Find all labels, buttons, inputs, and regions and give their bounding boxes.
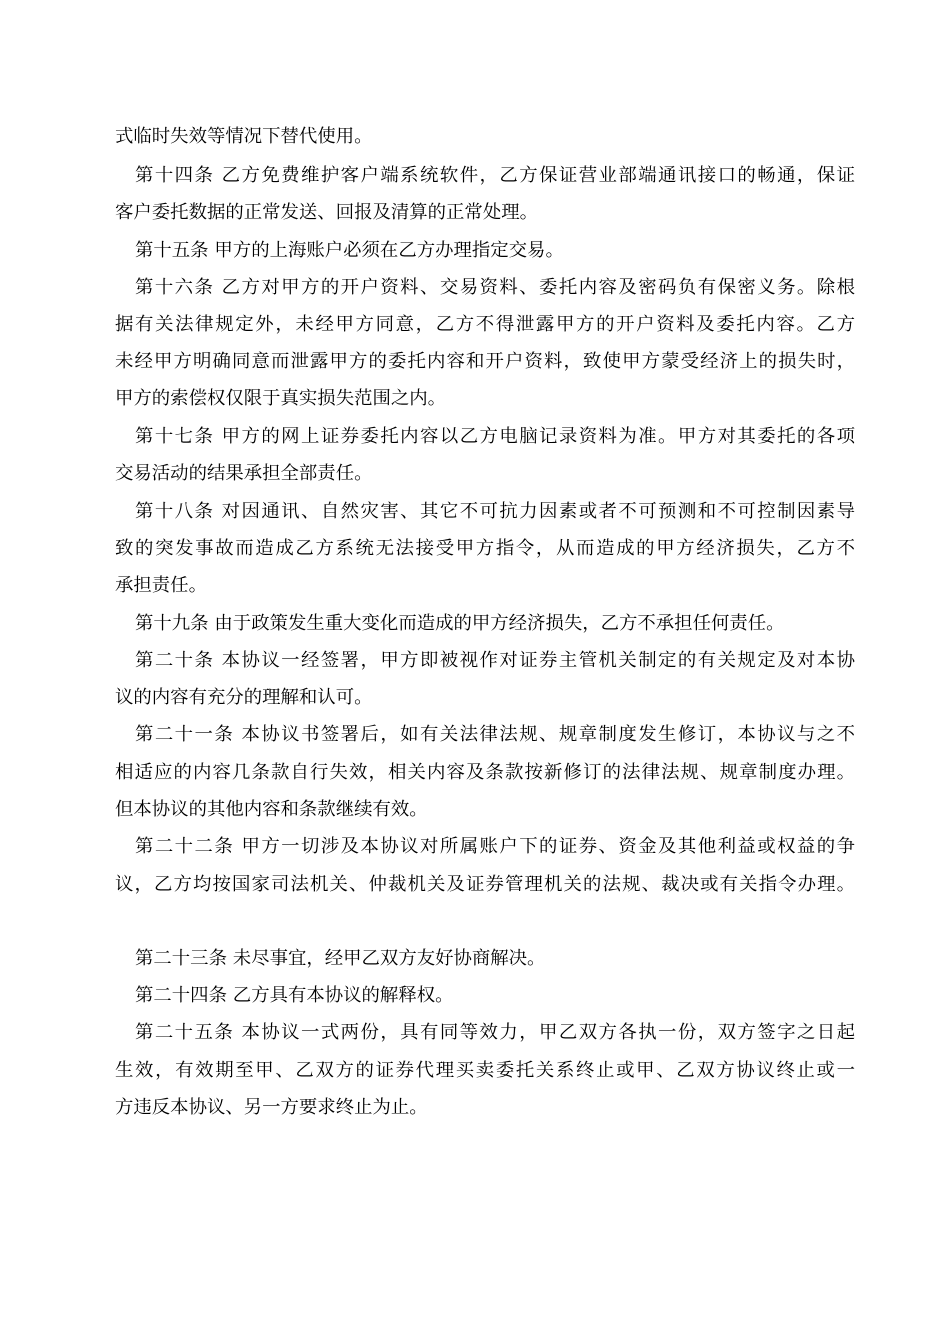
article-25-line-1: 第二十五条 本协议一式两份，具有同等效力，甲乙双方各执一份，双方签字之日起: [135, 1022, 855, 1043]
article-17-line-1: 第十七条 甲方的网上证券委托内容以乙方电脑记录资料为准。甲方对其委托的各项: [135, 426, 855, 447]
article-24-line-1: 第二十四条 乙方具有本协议的解释权。: [135, 985, 454, 1006]
article-18-line-3: 承担责任。: [115, 575, 207, 596]
article-19-line-1: 第十九条 由于政策发生重大变化而造成的甲方经济损失，乙方不承担任何责任。: [135, 613, 785, 634]
article-22-line-2: 议，乙方均按国家司法机关、仲裁机关及证券管理机关的法规、裁决或有关指令办理。: [115, 874, 855, 895]
article-22-line-1: 第二十二条 甲方一切涉及本协议对所属账户下的证券、资金及其他利益或权益的争: [135, 836, 855, 857]
article-16-line-4: 甲方的索偿权仅限于真实损失范围之内。: [115, 388, 447, 409]
article-18-line-1: 第十八条 对因通讯、自然灾害、其它不可抗力因素或者不可预测和不可控制因素导: [135, 501, 855, 522]
article-14-line-1: 第十四条 乙方免费维护客户端系统软件，乙方保证营业部端通讯接口的畅通，保证: [135, 165, 855, 186]
article-17-line-2: 交易活动的结果承担全部责任。: [115, 463, 373, 484]
article-20-line-1: 第二十条 本协议一经签署，甲方即被视作对证券主管机关制定的有关规定及对本协: [135, 650, 855, 671]
document-page: [115, 0, 855, 1344]
article-18-line-2: 致的突发事故而造成乙方系统无法接受甲方指令，从而造成的甲方经济损失，乙方不: [115, 538, 855, 559]
article-21-line-3: 但本协议的其他内容和条款继续有效。: [115, 799, 428, 820]
article-16-line-3: 未经甲方明确同意而泄露甲方的委托内容和开户资料，致使甲方蒙受经济上的损失时，: [115, 351, 855, 372]
article-25-line-2: 生效，有效期至甲、乙双方的证券代理买卖委托关系终止或甲、乙双方协议终止或一: [115, 1060, 855, 1081]
text-line: 式临时失效等情况下替代使用。: [115, 126, 373, 147]
article-20-line-2: 议的内容有充分的理解和认可。: [115, 687, 373, 708]
article-14-line-2: 客户委托数据的正常发送、回报及清算的正常处理。: [115, 202, 538, 223]
article-25-line-3: 方违反本协议、另一方要求终止为止。: [115, 1097, 428, 1118]
article-21-line-1: 第二十一条 本协议书签署后，如有关法律法规、规章制度发生修订，本协议与之不: [135, 724, 855, 745]
article-23-line-1: 第二十三条 未尽事宜，经甲乙双方友好协商解决。: [135, 948, 546, 969]
article-15-line-1: 第十五条 甲方的上海账户必须在乙方办理指定交易。: [135, 240, 564, 261]
article-21-line-2: 相适应的内容几条款自行失效，相关内容及条款按新修订的法律法规、规章制度办理。: [115, 762, 855, 783]
article-16-line-2: 据有关法律规定外，未经甲方同意，乙方不得泄露甲方的开户资料及委托内容。乙方: [115, 314, 855, 335]
article-16-line-1: 第十六条 乙方对甲方的开户资料、交易资料、委托内容及密码负有保密义务。除根: [135, 277, 855, 298]
